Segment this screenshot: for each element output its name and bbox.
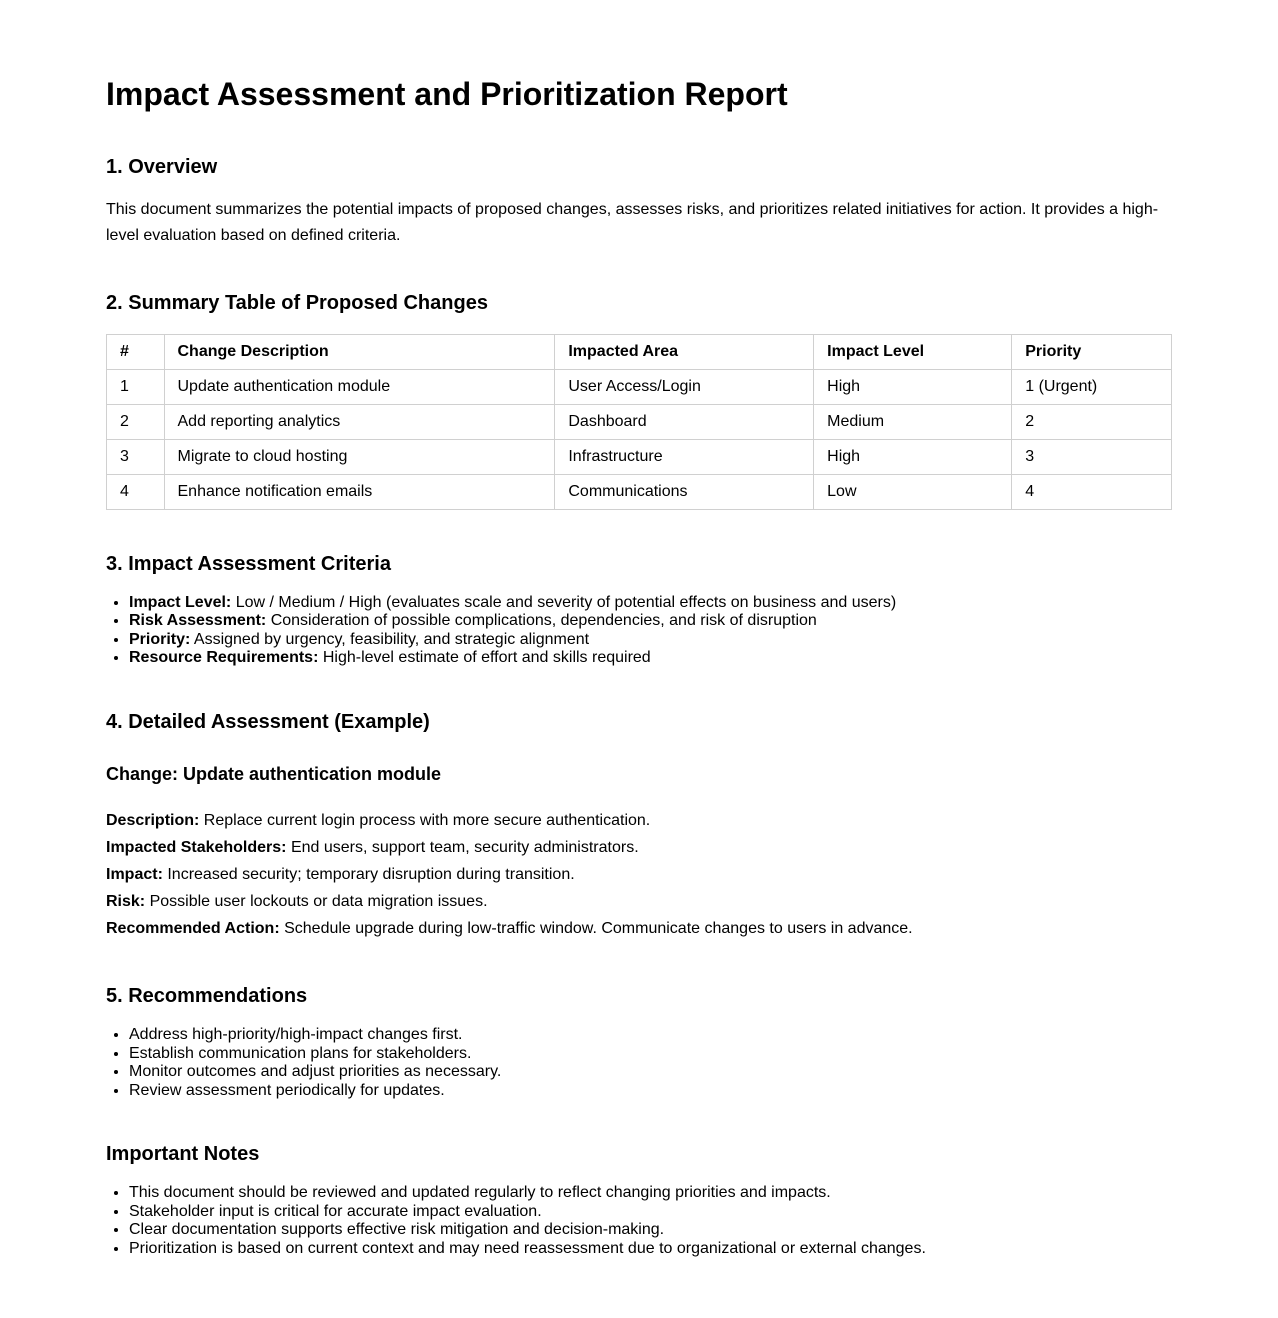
list-item: • This document should be reviewed and updated regularly to reflect changing priorities and impacts. (129, 1184, 1172, 1203)
cell-impact-level: High (814, 369, 1012, 404)
criteria-label: Resource Requirements: (129, 649, 319, 667)
list-item: • Clear documentation supports effective risk mitigation and decision-making. (129, 1221, 1172, 1240)
field-text: End users, support team, security administrators. (286, 839, 639, 857)
summary-table-heading: 2. Summary Table of Proposed Changes (106, 291, 488, 314)
cell-change-description: Add reporting analytics (164, 404, 555, 439)
cell-priority: 2 (1012, 404, 1172, 439)
list-item: • Review assessment periodically for updates. (129, 1082, 1172, 1101)
list-item (129, 631, 1172, 650)
field-label: Risk: (106, 893, 146, 911)
overview-heading: 1. Overview (106, 155, 218, 178)
section-important-notes (106, 1142, 1172, 1258)
overview-body: This document summarizes the potential impacts of proposed changes, assesses risks, and prioritizes related initiatives for action. It provides a high-level evaluation based on defined criteria. (106, 200, 1159, 244)
detailed-heading: 4. Detailed Assessment (Example) (106, 710, 430, 733)
cell-impacted-area: Communications (555, 474, 814, 509)
field-text: Schedule upgrade during low-traffic window. Communicate changes to users in advance. (279, 920, 913, 938)
col-header-change-description: Change Description (164, 334, 555, 369)
cell-impacted-area: Dashboard (555, 404, 814, 439)
field-description (106, 807, 1172, 834)
field-label: Description: (106, 812, 200, 830)
table-row (107, 404, 1172, 439)
notes-list (106, 1184, 1172, 1258)
cell-priority: 4 (1012, 474, 1172, 509)
field-impact (106, 861, 1172, 888)
field-label: Impacted Stakeholders: (106, 839, 287, 857)
cell-change-description: Update authentication module (164, 369, 555, 404)
table-row (107, 474, 1172, 509)
field-impacted-stakeholders (106, 834, 1172, 861)
list-item: • Establish communication plans for stakeholders. (129, 1045, 1172, 1064)
criteria-text: Assigned by urgency, feasibility, and strategic alignment (190, 630, 590, 648)
detailed-fields (106, 807, 1172, 942)
field-recommended-action (106, 915, 1172, 942)
table-row (107, 439, 1172, 474)
criteria-text: High-level estimate of effort and skills required (318, 649, 651, 667)
criteria-text: Consideration of possible complications, dependencies, and risk of disruption (266, 612, 817, 630)
cell-number: 2 (107, 404, 165, 439)
detailed-subheading: Change: Update authentication module (106, 763, 442, 784)
notes-heading: Important Notes (106, 1143, 260, 1166)
field-label: Recommended Action: (106, 920, 280, 938)
field-text: Replace current login process with more secure authentication. (199, 812, 651, 830)
field-text: Possible user lockouts or data migration issues. (145, 893, 488, 911)
col-header-number: # (107, 334, 165, 369)
list-item: • Stakeholder input is critical for accurate impact evaluation. (129, 1203, 1172, 1222)
recommendations-list (106, 1026, 1172, 1100)
col-header-impact-level: Impact Level (814, 334, 1012, 369)
criteria-label: Risk Assessment: (129, 612, 267, 630)
cell-change-description: Enhance notification emails (164, 474, 555, 509)
cell-impacted-area: Infrastructure (555, 439, 814, 474)
section-summary-table (106, 291, 1172, 510)
field-risk (106, 888, 1172, 915)
cell-number: 1 (107, 369, 165, 404)
cell-impact-level: Low (814, 474, 1012, 509)
list-item: • Monitor outcomes and adjust priorities as necessary. (129, 1063, 1172, 1082)
criteria-text: Low / Medium / High (evaluates scale and severity of potential effects on business and users) (231, 593, 897, 611)
table-row (107, 369, 1172, 404)
section-criteria (106, 552, 1172, 668)
cell-impact-level: Medium (814, 404, 1012, 439)
section-detailed-assessment (106, 710, 1172, 943)
table-header-row (107, 334, 1172, 369)
cell-number: 3 (107, 439, 165, 474)
page-title: Impact Assessment and Prioritization Report (106, 76, 788, 112)
criteria-list (106, 594, 1172, 668)
criteria-label: Priority: (129, 630, 191, 648)
section-recommendations (106, 984, 1172, 1100)
cell-impact-level: High (814, 439, 1012, 474)
field-text: Increased security; temporary disruption during transition. (162, 866, 575, 884)
cell-priority: 1 (Urgent) (1012, 369, 1172, 404)
list-item: • Address high-priority/high-impact changes first. (129, 1026, 1172, 1045)
col-header-priority: Priority (1012, 334, 1172, 369)
cell-number: 4 (107, 474, 165, 509)
section-overview (106, 155, 1172, 249)
list-item (129, 612, 1172, 631)
summary-table (106, 334, 1172, 510)
cell-priority: 3 (1012, 439, 1172, 474)
list-item: • Prioritization is based on current context and may need reassessment due to organizational or external changes. (129, 1240, 1172, 1259)
col-header-impacted-area: Impacted Area (555, 334, 814, 369)
field-label: Impact: (106, 866, 163, 884)
cell-impacted-area: User Access/Login (555, 369, 814, 404)
list-item (129, 649, 1172, 668)
cell-change-description: Migrate to cloud hosting (164, 439, 555, 474)
criteria-heading: 3. Impact Assessment Criteria (106, 552, 391, 575)
list-item (129, 594, 1172, 613)
recommendations-heading: 5. Recommendations (106, 985, 308, 1008)
criteria-label: Impact Level: (129, 593, 232, 611)
